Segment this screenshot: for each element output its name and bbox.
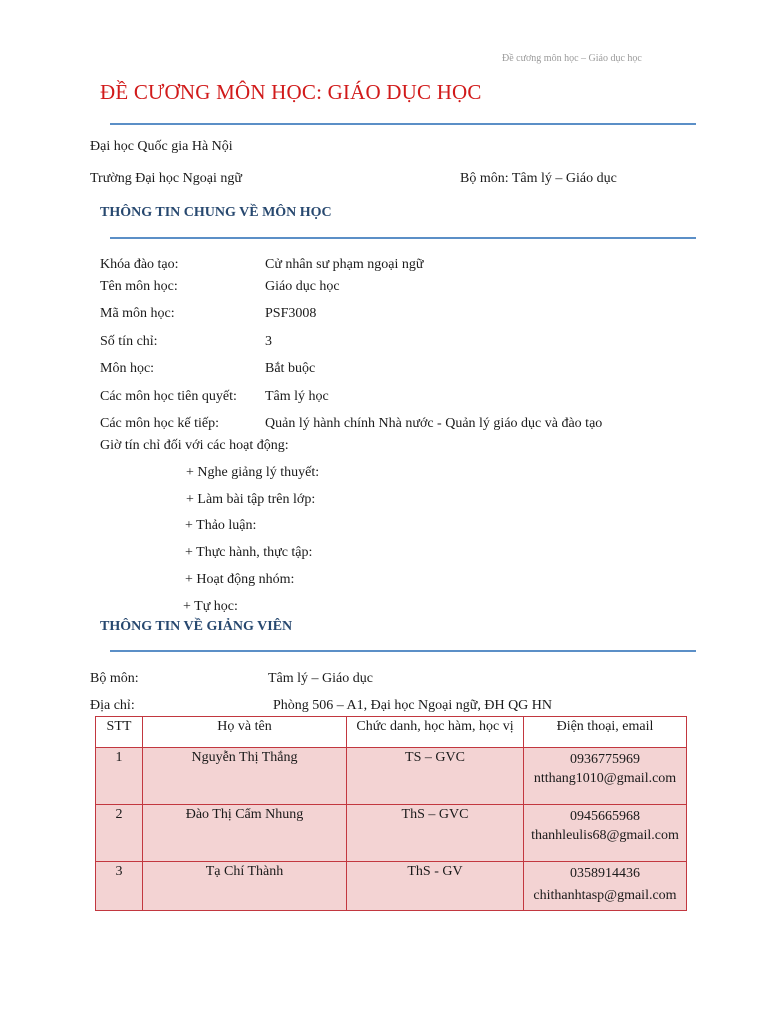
info-label-credits: Số tín chỉ:: [100, 334, 158, 349]
cell-phone: 0358914436: [570, 866, 640, 881]
cell-title: ThS - GV: [347, 862, 524, 911]
credit-hours-label: Giờ tín chỉ đối với các hoạt động:: [100, 438, 289, 453]
info-value-training: Cử nhân sư phạm ngoại ngữ: [265, 257, 424, 272]
info-label-course-code: Mã môn học:: [100, 306, 175, 321]
lecturer-address-label: Địa chỉ:: [90, 698, 135, 713]
table-row: [96, 805, 687, 862]
info-value-prerequisites: Tâm lý học: [265, 389, 329, 404]
cell-email: chithanhtasp@gmail.com: [533, 888, 677, 903]
cell-name: Đào Thị Cẩm Nhung: [143, 805, 347, 862]
section-divider-lecturer: [110, 650, 696, 652]
info-label-course-name: Tên môn học:: [100, 279, 178, 294]
info-label-course-type: Môn học:: [100, 361, 155, 376]
info-label-prerequisites: Các môn học tiên quyết:: [100, 389, 237, 404]
cell-contact: [524, 805, 687, 862]
cell-email: thanhleulis68@gmail.com: [531, 828, 679, 843]
activity-practice: + Thực hành, thực tập:: [185, 545, 313, 560]
info-value-course-code: PSF3008: [265, 306, 317, 321]
cell-stt: 3: [96, 862, 143, 911]
cell-title: TS – GVC: [347, 748, 524, 805]
info-value-following-courses: Quản lý hành chính Nhà nước - Quản lý giáo dục và đào tạo: [265, 416, 603, 431]
department-line: Bộ môn: Tâm lý – Giáo dục: [460, 171, 617, 186]
cell-contact: [524, 748, 687, 805]
title-divider: [110, 123, 696, 125]
university-name: Đại học Quốc gia Hà Nội: [90, 139, 233, 154]
cell-stt: 2: [96, 805, 143, 862]
cell-title: ThS – GVC: [347, 805, 524, 862]
table-header-row: [96, 717, 687, 748]
lecturer-department-label: Bộ môn:: [90, 671, 139, 686]
info-value-course-name: Giáo dục học: [265, 279, 340, 294]
cell-phone: 0945665968: [570, 809, 640, 824]
table-row: [96, 862, 687, 911]
section-heading-lecturer: THÔNG TIN VỀ GIẢNG VIÊN: [100, 619, 293, 634]
school-name: Trường Đại học Ngoại ngữ: [90, 171, 242, 186]
running-header-note: Đề cương môn học – Giáo dục học: [502, 53, 642, 64]
activity-self-study: + Tự học:: [183, 599, 238, 614]
lecturer-department-value: Tâm lý – Giáo dục: [268, 671, 373, 686]
info-label-training: Khóa đào tạo:: [100, 257, 179, 272]
cell-contact: [524, 862, 687, 911]
info-label-following-courses: Các môn học kế tiếp:: [100, 416, 219, 431]
header-title: Chức danh, học hàm, học vị: [347, 717, 524, 748]
cell-name: Tạ Chí Thành: [143, 862, 347, 911]
header-name: Họ và tên: [143, 717, 347, 748]
document-title: ĐỀ CƯƠNG MÔN HỌC: GIÁO DỤC HỌC: [100, 80, 482, 104]
table-row: [96, 748, 687, 805]
info-value-course-type: Bắt buộc: [265, 361, 316, 376]
activity-classwork: + Làm bài tập trên lớp:: [186, 492, 316, 507]
cell-name: Nguyễn Thị Thắng: [143, 748, 347, 805]
activity-discussion: + Thảo luận:: [185, 518, 257, 533]
activity-group-work: + Hoạt động nhóm:: [185, 572, 295, 587]
cell-stt: 1: [96, 748, 143, 805]
section-heading-general: THÔNG TIN CHUNG VỀ MÔN HỌC: [100, 205, 332, 220]
cell-phone: 0936775969: [570, 752, 640, 767]
header-stt: STT: [96, 717, 143, 748]
cell-email: ntthang1010@gmail.com: [533, 771, 677, 786]
lecturer-address-value: Phòng 506 – A1, Đại học Ngoại ngữ, ĐH QG HN: [273, 698, 553, 713]
section-divider-general: [110, 237, 696, 239]
info-value-credits: 3: [265, 334, 272, 349]
activity-lecture: + Nghe giảng lý thuyết:: [186, 465, 320, 480]
lecturer-table: [95, 716, 687, 911]
header-contact: Điện thoại, email: [524, 717, 687, 748]
